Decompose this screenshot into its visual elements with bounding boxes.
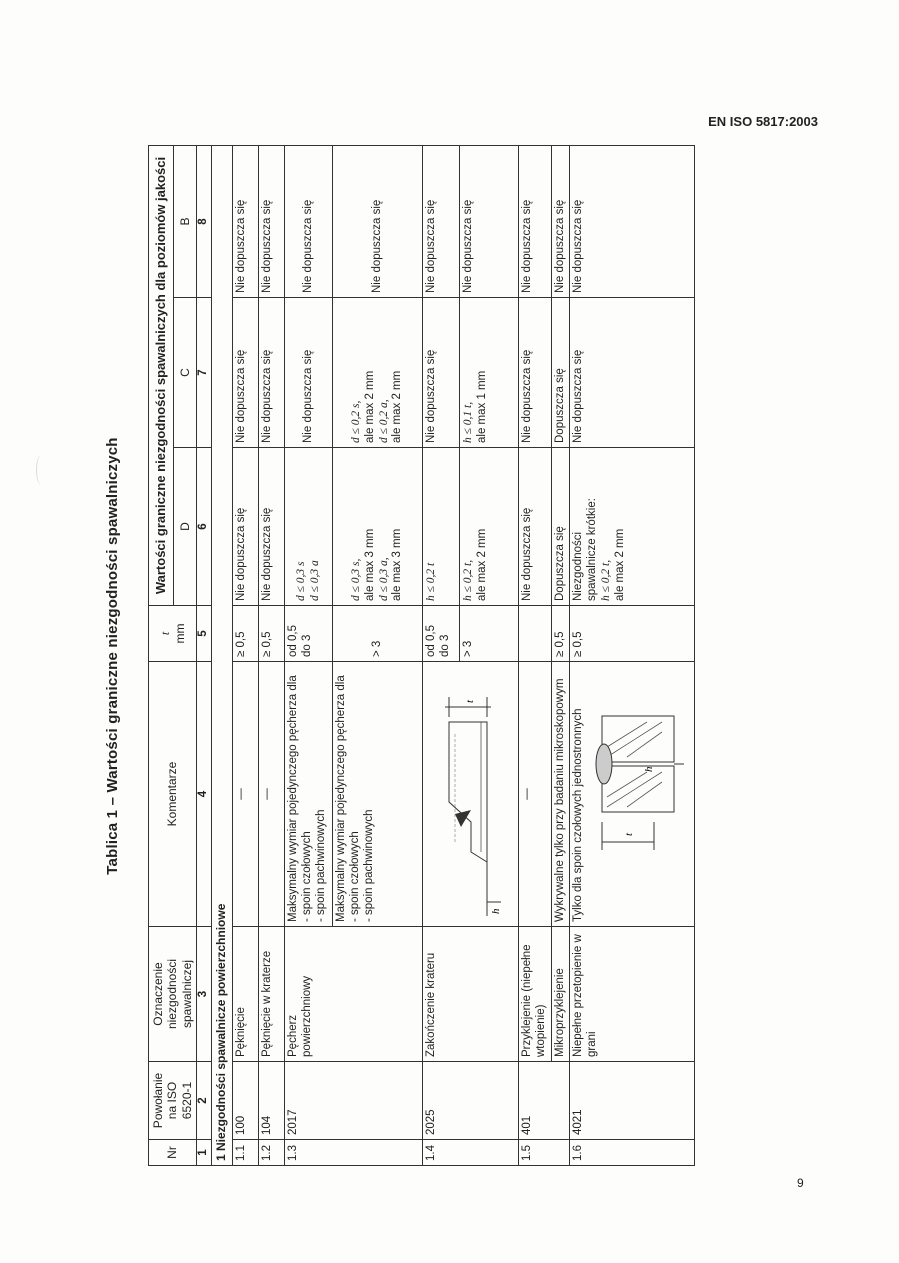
table-row <box>551 146 570 1166</box>
cell-comment: — <box>259 662 285 927</box>
comment-line: - spoin czołowych <box>348 831 361 922</box>
cell-level-b: Nie dopuszcza się <box>570 146 695 298</box>
cell-level-c: Nie dopuszcza się <box>570 298 695 448</box>
section-title: 1 Niezgodności spawalnicze powierzchniowe <box>212 146 233 1166</box>
cell-ref: 2017 <box>285 1062 423 1140</box>
cell-level-b: Nie dopuszcza się <box>285 146 333 298</box>
t-line: do 3 <box>438 634 451 657</box>
cell-t: ≥ 0,5 <box>259 606 285 662</box>
cell-level-c: Nie dopuszcza się <box>233 298 259 448</box>
cell-nr: 1.1 <box>233 1140 259 1166</box>
limit-line: d ≤ 0,3 s <box>294 561 307 601</box>
cell-t: > 3 <box>459 606 518 662</box>
col-t-header <box>149 606 197 662</box>
t-symbol: t <box>158 631 173 636</box>
cell-level-c: Dopuszcza się <box>551 298 570 448</box>
cell-nr: 1.3 <box>285 1140 423 1166</box>
cell-level-b: Nie dopuszcza się <box>518 146 551 298</box>
col-number: 7 <box>197 298 212 448</box>
cell-designation: Mikroprzyklejenie <box>551 927 570 1062</box>
limit-line: ale max 2 mm <box>391 370 404 443</box>
cell-t: ≥ 0,5 <box>233 606 259 662</box>
table-row <box>285 146 333 1166</box>
column-number-row <box>197 146 212 1166</box>
table-row <box>233 146 259 1166</box>
cell-nr: 1.2 <box>259 1140 285 1166</box>
col-number: 3 <box>197 927 212 1062</box>
col-number: 2 <box>197 1062 212 1140</box>
cell-ref: 401 <box>518 1062 569 1140</box>
limit-line: ale max 2 mm <box>613 528 626 601</box>
cell-level-c: Nie dopuszcza się <box>423 298 460 448</box>
t-unit: mm <box>172 623 187 644</box>
cell-level-c: Nie dopuszcza się <box>259 298 285 448</box>
limit-line: d ≤ 0,3 a <box>308 560 321 601</box>
cell-nr: 1.4 <box>423 1140 519 1166</box>
table-row <box>259 146 285 1166</box>
cell-designation: Pęknięcie w kraterze <box>259 927 285 1062</box>
cell-t <box>518 606 551 662</box>
cell-comment <box>285 662 333 927</box>
col-ref-header: Powołanie na ISO 6520-1 <box>149 1062 197 1140</box>
sketch-label-h: h <box>643 766 656 772</box>
cell-comment: — <box>518 662 551 927</box>
header-row <box>149 146 174 1166</box>
comment-line: - spoin pachwinowych <box>314 809 327 922</box>
limit-line: d ≤ 0,3 a, <box>377 557 390 601</box>
t-line: do 3 <box>300 634 313 657</box>
cell-level-c: Nie dopuszcza się <box>285 298 333 448</box>
level-d-header: D <box>173 448 196 606</box>
limit-line: ale max 2 mm <box>475 528 488 601</box>
cell-level-c <box>333 298 423 448</box>
cell-level-d <box>333 448 423 606</box>
table-row <box>518 146 551 1166</box>
sketch-label-t: t <box>464 699 477 703</box>
cell-level-d: Dopuszcza się <box>551 448 570 606</box>
sketch-label-h: h <box>490 908 503 914</box>
cell-ref: 2025 <box>423 1062 519 1140</box>
cell-comment <box>570 662 695 927</box>
cell-comment: — <box>233 662 259 927</box>
limit-line: ale max 3 mm <box>391 528 404 601</box>
level-b-header: B <box>173 146 196 298</box>
cell-level-d <box>570 448 695 606</box>
cell-level-c: Nie dopuszcza się <box>518 298 551 448</box>
col-designation-header: Oznaczenie niezgodności spawalniczej <box>149 927 197 1062</box>
col-comments-header: Komentarze <box>149 662 197 927</box>
cell-level-b: Nie dopuszcza się <box>423 146 460 298</box>
comment-line: Maksymalny wymiar pojedynczego pęcherza dla <box>335 675 348 922</box>
table-caption: Tablica 1 – Wartości graniczne niezgodności spawalniczych <box>104 437 121 875</box>
limit-line: Niezgodności <box>572 531 585 601</box>
cell-ref: 100 <box>233 1062 259 1140</box>
limit-line: ale max 3 mm <box>363 528 376 601</box>
col-number: 6 <box>197 448 212 606</box>
cell-t <box>423 606 460 662</box>
cell-level-b: Nie dopuszcza się <box>551 146 570 298</box>
cell-level-d <box>285 448 333 606</box>
cell-t: > 3 <box>333 606 423 662</box>
sketch-label-t: t <box>623 832 636 836</box>
table-row <box>423 146 460 1166</box>
limit-line: h ≤ 0,2 t, <box>599 559 612 601</box>
comment-line: Tylko dla spoin czołowych jednostronnych <box>572 708 585 922</box>
cell-designation: Pęknięcie <box>233 927 259 1062</box>
rotated-table-block <box>104 146 723 1166</box>
cell-nr: 1.5 <box>518 1140 569 1166</box>
col-number: 8 <box>197 146 212 298</box>
cell-level-d: Nie dopuszcza się <box>233 448 259 606</box>
t-line: od 0,5 <box>425 625 438 657</box>
cell-comment: Wykrywalne tylko przy badaniu mikroskopowym <box>551 662 570 927</box>
limit-line: h ≤ 0,2 t, <box>461 559 474 601</box>
root-penetration-sketch <box>592 672 687 922</box>
cell-level-d: Nie dopuszcza się <box>518 448 551 606</box>
cell-level-d <box>459 448 518 606</box>
cell-level-d: Nie dopuszcza się <box>259 448 285 606</box>
limit-line: d ≤ 0,2 s, <box>350 400 363 443</box>
col-number: 5 <box>197 606 212 662</box>
col-limits-header: Wartości graniczne niezgodności spawalniczych dla poziomów jakości <box>149 146 174 606</box>
cell-t: ≥ 0,5 <box>570 606 695 662</box>
cell-t <box>285 606 333 662</box>
cell-nr: 1.6 <box>570 1140 695 1166</box>
table-row <box>570 146 695 1166</box>
section-row <box>212 146 233 1166</box>
cell-designation: Niepełne przetopienie w grani <box>570 927 695 1062</box>
standard-number: EN ISO 5817:2003 <box>708 114 818 129</box>
cell-level-b: Nie dopuszcza się <box>233 146 259 298</box>
col-number: 4 <box>197 662 212 927</box>
cell-level-b: Nie dopuszcza się <box>333 146 423 298</box>
comment-line: Maksymalny wymiar pojedynczego pęcherza dla <box>287 675 300 922</box>
cell-comment <box>423 662 519 927</box>
cell-designation: Zakończenie krateru <box>423 927 519 1062</box>
cell-t: ≥ 0,5 <box>551 606 570 662</box>
level-c-header: C <box>173 298 196 448</box>
page-number: 9 <box>797 1176 804 1190</box>
t-line: od 0,5 <box>287 625 300 657</box>
scan-artifact <box>36 455 47 485</box>
cell-ref: 104 <box>259 1062 285 1140</box>
limit-line: ale max 1 mm <box>475 370 488 443</box>
cell-comment <box>333 662 423 927</box>
comment-line: - spoin czołowych <box>300 831 313 922</box>
cell-designation: Przyklejenie (niepełne wtopienie) <box>518 927 551 1062</box>
limit-line: spawalnicze krótkie: <box>586 498 599 601</box>
cell-level-c <box>459 298 518 448</box>
limit-line: d ≤ 0,3 s, <box>350 558 363 601</box>
cell-level-b: Nie dopuszcza się <box>259 146 285 298</box>
limit-line: ale max 2 mm <box>363 370 376 443</box>
comment-line: - spoin pachwinowych <box>362 809 375 922</box>
col-number: 1 <box>197 1140 212 1166</box>
limit-line: d ≤ 0,2 a, <box>377 399 390 443</box>
limit-line: h ≤ 0,1 t, <box>461 401 474 443</box>
limits-table <box>148 145 695 1166</box>
cell-designation: Pęcherz powierzchniowy <box>285 927 423 1062</box>
cell-ref: 4021 <box>570 1062 695 1140</box>
crater-end-sketch <box>431 672 511 922</box>
cell-level-b: Nie dopuszcza się <box>459 146 518 298</box>
cell-level-d: h ≤ 0,2 t <box>423 448 460 606</box>
col-nr-header: Nr <box>149 1140 197 1166</box>
